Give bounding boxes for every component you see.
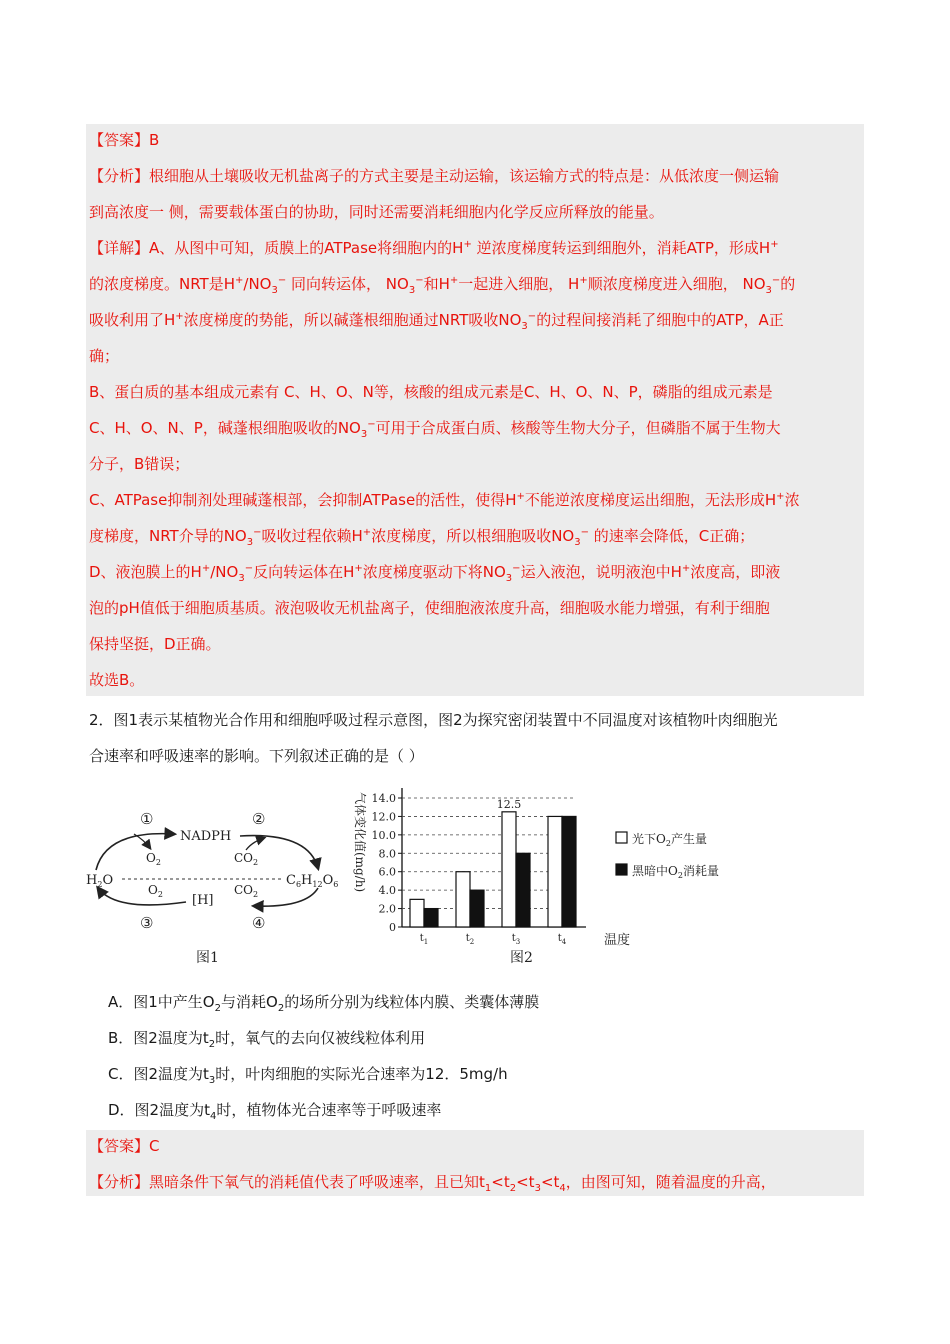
- q2-analysis: 【分析】黑暗条件下氧气的消耗值代表了呼吸速率，且已知$t_1<t_2<t_3<t_4$，由图可知，随着温度的升高，: [89, 1173, 776, 1194]
- q1-detail-line-7: 分子，B错误；: [89, 455, 190, 473]
- q1-detail-line-11: 泡的pH值低于细胞质基质。液泡吸收无机盐离子，使细胞液浓度升高，细胞吸水能力增强，有利于细胞: [89, 599, 770, 617]
- legend-light-label: 光下$O_2$产生量: [632, 832, 707, 848]
- y-tick-label: 0: [389, 921, 396, 934]
- fig1-arrow-bottom-left: [98, 888, 186, 905]
- y-tick-label: 14.0: [371, 792, 396, 805]
- q2-stem-line-2: 合速率和呼吸速率的影响。下列叙述正确的是（ ）: [89, 747, 424, 765]
- fig1-co2-bottom: $CO_2$: [234, 883, 259, 899]
- fig1-h2o: $H_2O$: [86, 873, 114, 889]
- q1-detail-line-12: 保持坚挺，D正确。: [89, 635, 221, 653]
- figure-1-diagram: [86, 810, 338, 966]
- fig1-nadph: NADPH: [180, 829, 232, 844]
- q1-detail-line-3: 吸收利用了H+浓度梯度的势能，所以碱蓬根细胞通过NRT吸收$NO_3^-$的过程间接消耗了细胞中的ATP，A正: [89, 311, 784, 332]
- q2-figures: [86, 782, 766, 982]
- fig1-h-bracket: [H]: [192, 893, 214, 908]
- q2-option-c: C．图2温度为$t_3$时，叶肉细胞的实际光合速率为12．5mg/h: [108, 1065, 508, 1086]
- bar-t3-series-1: [502, 812, 516, 927]
- fig1-arrow-bottom-right: [254, 888, 318, 906]
- q1-detail-line-1: 【详解】A、从图中可知，质膜上的ATPase将细胞内的H+ 逆浓度梯度转运到细胞外，消耗ATP，形成H+: [89, 239, 779, 257]
- chart-xlabel: 温度: [604, 933, 631, 948]
- x-tick-label: $t_1$: [419, 933, 429, 946]
- bar-t4-series-1: [548, 816, 562, 927]
- x-tick-label: $t_2$: [465, 933, 475, 946]
- q1-analysis-line-2: 到高浓度一 侧，需要载体蛋白的协助，同时还需要消耗细胞内化学反应所释放的能量。: [89, 203, 664, 221]
- x-tick-label: $t_3$: [511, 933, 521, 946]
- peak-annotation: 12.5: [496, 797, 522, 811]
- y-tick-label: 6.0: [378, 865, 396, 879]
- fig1-step-4: ④: [252, 914, 266, 932]
- q1-answer: 【答案】B: [89, 131, 160, 149]
- q1-detail-line-9: 度梯度，NRT介导的$NO_3^-$吸收过程依赖H+浓度梯度，所以根细胞吸收$NO_3^-$ 的速率会降低，C正确；: [89, 527, 755, 548]
- fig1-arrow-o2-out: [134, 834, 150, 848]
- y-tick-label: 12.0: [371, 810, 396, 824]
- q2-stem-line-1: 2．图1表示某植物光合作用和细胞呼吸过程示意图，图2为探究密闭装置中不同温度对该植物叶肉细胞光: [89, 711, 778, 729]
- q1-detail-line-4: 确；: [89, 347, 120, 365]
- q2-answer: 【答案】C: [89, 1137, 160, 1155]
- q2-option-d: D．图2温度为$t_4$时，植物体光合速率等于呼吸速率: [108, 1101, 442, 1122]
- legend-dark-label: 黑暗中$O_2$消耗量: [632, 864, 719, 880]
- legend-dark-swatch: [616, 864, 627, 875]
- fig1-step-1: ①: [140, 810, 154, 828]
- q1-analysis-line-1: 【分析】根细胞从土壤吸收无机盐离子的方式主要是主动运输，该运输方式的特点是：从低浓度一侧运输: [89, 167, 780, 185]
- bar-t4-series-2: [562, 816, 576, 927]
- bar-t1-series-2: [424, 909, 438, 927]
- q2-option-b: B．图2温度为$t_2$时，氧气的去向仅被线粒体利用: [108, 1029, 426, 1050]
- fig1-co2-top: $CO_2$: [234, 851, 259, 867]
- fig1-arrow-co2-in: [246, 838, 264, 850]
- bar-t3-series-2: [516, 853, 530, 927]
- x-tick-label: $t_4$: [557, 933, 567, 946]
- q1-conclusion: 故选B。: [89, 671, 145, 689]
- figure-2-chart: [353, 788, 719, 966]
- q1-detail-line-8: C、ATPase抑制剂处理碱蓬根部，会抑制ATPase的活性，使得H+不能逆浓度梯度运出细胞，无法形成H+浓: [89, 491, 800, 509]
- q2-option-a: A．图1中产生$O_2$与消耗$O_2$的场所分别为线粒体内膜、类囊体薄膜: [108, 993, 540, 1014]
- q1-detail-line-5: B、蛋白质的基本组成元素有 C、H、O、N等，核酸的组成元素是C、H、O、N、P，磷脂的组成元素是: [89, 383, 773, 401]
- q1-detail-line-6: C、H、O、N、P，碱蓬根细胞吸收的$NO_3^-$可用于合成蛋白质、核酸等生物大分子，但磷脂不属于生物大: [89, 419, 781, 440]
- q1-detail-line-10: D、液泡膜上的$H^+/NO_3^-$反向转运体在H+浓度梯度驱动下将$NO_3^-$运入液泡，说明液泡中H+浓度高，即液: [89, 563, 781, 584]
- fig1-arrow-top-left: [96, 834, 174, 870]
- y-tick-label: 10.0: [371, 828, 396, 842]
- fig1-o2-bottom: $O_2$: [148, 883, 163, 899]
- y-tick-label: 8.0: [378, 847, 396, 861]
- y-tick-label: 4.0: [378, 884, 396, 898]
- chart-caption: 图2: [510, 950, 533, 966]
- y-tick-label: 2.0: [378, 902, 396, 916]
- legend-light-swatch: [616, 832, 627, 843]
- fig1-c6h12o6: $C_6H_{12}O_6$: [286, 873, 339, 889]
- fig1-o2-top: $O_2$: [146, 851, 161, 867]
- fig1-step-2: ②: [252, 810, 266, 828]
- bar-t1-series-1: [410, 899, 424, 927]
- q1-detail-line-2: 的浓度梯度。NRT是$H^+/NO_3^-$ 同向转运体， $NO_3^-$和H+一起进入细胞， H+顺浓度梯度进入细胞， $NO_3^-$的: [89, 275, 796, 296]
- bar-t2-series-1: [456, 872, 470, 927]
- chart-ylabel: 气体变化值(mg/h): [353, 792, 367, 893]
- fig1-caption: 图1: [196, 950, 219, 966]
- fig1-step-3: ③: [140, 914, 154, 932]
- bar-t2-series-2: [470, 890, 484, 927]
